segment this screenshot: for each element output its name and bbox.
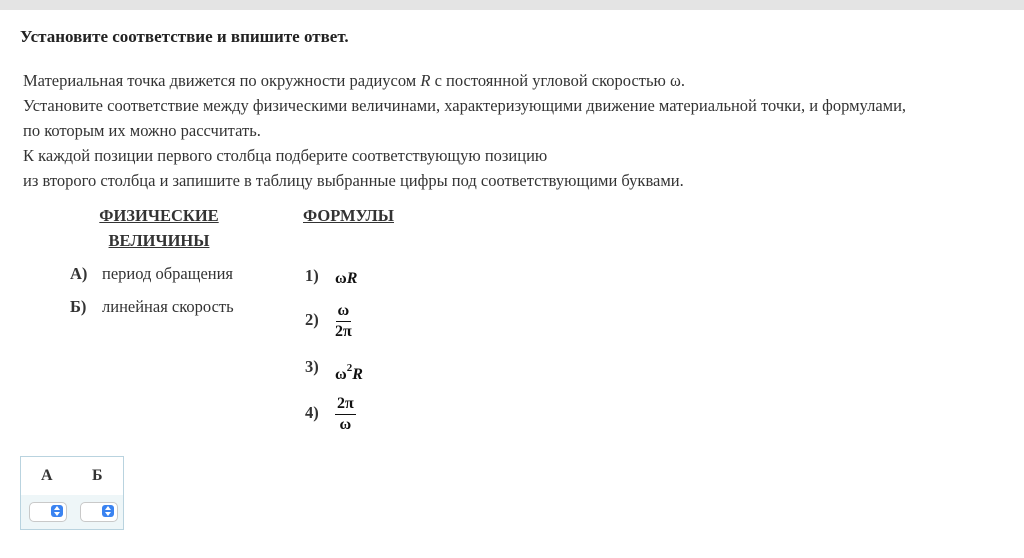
task-line-2: Установите соответствие между физическими величинами, характеризующими движение материальной точки, и формулами, xyxy=(23,96,907,115)
quantity-label-b: линейная скорость xyxy=(102,297,234,316)
formula-1 xyxy=(335,270,357,288)
column-header-formulas: ФОРМУЛЫ xyxy=(303,206,394,225)
task-text xyxy=(23,68,1013,193)
answer-table xyxy=(20,456,124,530)
answer-select-b[interactable] xyxy=(80,502,118,522)
quantity-letter-a: А) xyxy=(70,264,88,283)
task-heading: Установите соответствие и впишите ответ. xyxy=(20,27,349,46)
formula-2-denominator: 2π xyxy=(335,323,352,340)
column-header-quantities-line2: ВЕЛИЧИНЫ xyxy=(108,231,210,250)
column-header-quantities-line1: ФИЗИЧЕСКИЕ xyxy=(99,206,219,225)
task-line-1 xyxy=(23,68,1013,93)
formula-3 xyxy=(335,362,363,384)
formula-2 xyxy=(335,302,352,340)
select-arrows-icon xyxy=(51,505,63,517)
quantity-label-a: период обращения xyxy=(102,264,234,283)
formula-number-3: 3) xyxy=(305,357,319,376)
formula-4-denominator: ω xyxy=(339,416,352,433)
formula-4-fraction xyxy=(335,396,356,433)
task-line-5: из второго столбца и запишите в таблицу выбранные цифры под соответствующими буквами. xyxy=(23,171,684,190)
formula-1-omega: ω xyxy=(335,270,347,287)
formula-3-omega: ω xyxy=(335,366,347,383)
formula-4-numerator: 2π xyxy=(335,396,356,415)
task-line-1-end: с постоянной угловой скоростью ω. xyxy=(430,71,685,90)
formula-number-4: 4) xyxy=(305,403,319,422)
answer-select-a[interactable] xyxy=(29,502,67,522)
top-bar xyxy=(0,0,1024,10)
formula-number-2: 2) xyxy=(305,310,319,329)
formula-2-fraction xyxy=(335,303,352,340)
radius-variable: R xyxy=(420,71,431,90)
formula-1-radius: R xyxy=(346,270,358,287)
formula-3-radius: R xyxy=(352,366,363,383)
answer-header-a: А xyxy=(41,467,53,484)
formula-3-exponent: 2 xyxy=(346,362,353,374)
column-header-quantities xyxy=(74,203,244,253)
quantity-item-a xyxy=(70,264,233,284)
formula-4 xyxy=(335,395,356,433)
task-line-1-start: Материальная точка движется по окружности радиусом xyxy=(23,71,421,90)
task-line-3: по которым их можно рассчитать. xyxy=(23,121,261,140)
formula-number-1: 1) xyxy=(305,266,319,285)
formula-2-numerator: ω xyxy=(336,303,352,322)
select-arrows-icon xyxy=(102,505,114,517)
quantity-letter-b: Б) xyxy=(70,297,87,316)
task-line-4: К каждой позиции первого столбца подберите соответствующую позицию xyxy=(23,146,548,165)
answer-header-b: Б xyxy=(92,467,103,484)
quantity-item-b xyxy=(70,297,234,317)
